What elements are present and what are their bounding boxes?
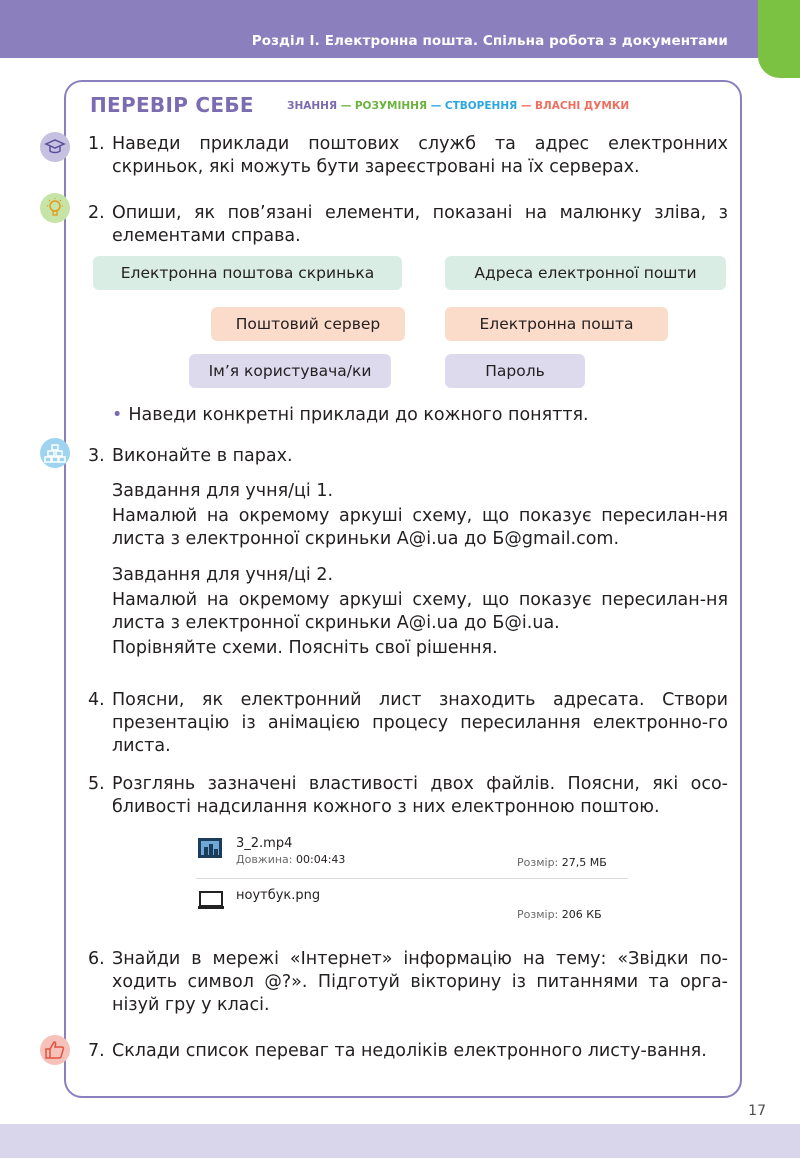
page-number: 17 <box>748 1103 766 1119</box>
task-1-title: Завдання для учня/ці 1. <box>112 481 334 501</box>
task-1-text: Намалюй на окремому аркуші схему, що показує пересилан-ня листа з електронної скриньки А@і.ua до Б@gmail.com. <box>112 506 728 549</box>
lightbulb-icon <box>40 193 70 223</box>
size-label: Розмір: <box>517 856 559 869</box>
concept-box-password: Пароль <box>445 354 585 388</box>
blocks-icon <box>40 438 70 468</box>
size-label: Розмір: <box>517 908 559 921</box>
chapter-tab <box>758 0 800 78</box>
concept-box-mail-server: Поштовий сервер <box>211 307 405 341</box>
bullet-text: Наведи конкретні приклади до кожного поняття. <box>128 405 589 425</box>
question-number: 4. <box>88 690 105 710</box>
question-text: Виконайте в парах. <box>112 446 293 466</box>
footer-band <box>0 1124 800 1158</box>
category-own-thoughts: ВЛАСНІ ДУМКИ <box>535 100 630 112</box>
question-text: Знайди в мережі «Інтернет» інформацію на тему: «Звідки по-ходить символ @?». Підготуй вікторину із питаннями та орга-нізуй гру у класі. <box>112 949 728 1015</box>
question-number: 7. <box>88 1041 105 1061</box>
file-size <box>517 908 602 921</box>
question-4 <box>88 689 728 758</box>
question-text: Розглянь зазначені властивості двох файлів. Поясни, які осо-бливості надсилання кожного з них електронною поштою. <box>112 774 728 817</box>
file-divider <box>196 878 628 879</box>
chapter-header <box>0 0 800 58</box>
image-file-icon <box>198 891 224 911</box>
question-number: 1. <box>88 134 105 154</box>
file-size <box>517 856 607 869</box>
question-text: Опиши, як пов’язані елементи, показані на малюнку зліва, з елементами справа. <box>112 203 728 246</box>
thumbs-up-icon <box>40 1035 70 1065</box>
question-number: 2. <box>88 203 105 223</box>
file-name: ноутбук.png <box>236 888 321 903</box>
concept-box-username: Ім’я користувача/ки <box>189 354 391 388</box>
task-2-text: Намалюй на окремому аркуші схему, що показує пересилан-ня листа з електронної скриньки А@і.ua до Б@і.ua. <box>112 590 728 633</box>
category-creation: СТВОРЕННЯ <box>444 100 518 112</box>
question-7 <box>88 1040 728 1063</box>
graduation-cap-icon <box>40 132 70 162</box>
size-value: 206 КБ <box>561 908 602 921</box>
category-separator: — <box>517 100 536 112</box>
question-number: 5. <box>88 774 105 794</box>
file-duration <box>236 853 345 866</box>
concept-box-email-address: Адреса електронної пошти <box>445 256 726 290</box>
category-separator: — <box>427 100 445 112</box>
concept-box-mailbox: Електронна поштова скринька <box>93 256 402 290</box>
question-number: 3. <box>88 446 105 466</box>
question-5 <box>88 773 728 819</box>
bullet-dot: • <box>112 405 123 425</box>
question-2 <box>88 202 728 248</box>
question-text: Склади список переваг та недоліків електронного листу-вання. <box>112 1041 707 1061</box>
category-understanding: РОЗУМІННЯ <box>354 100 428 112</box>
file-name: 3_2.mp4 <box>236 836 293 851</box>
bullet-item <box>112 405 589 425</box>
question-text: Поясни, як електронний лист знаходить адресата. Створи презентацію із анімацією процесу пересилання електронно-го листа. <box>112 690 728 756</box>
category-legend <box>287 100 629 112</box>
question-text: Наведи приклади поштових служб та адрес електронних скриньок, які можуть бути зареєстровані на їх серверах. <box>112 134 728 177</box>
task-2-title: Завдання для учня/ці 2. <box>112 565 334 585</box>
duration-value: 00:04:43 <box>296 853 346 866</box>
question-3 <box>88 445 728 660</box>
concept-box-email: Електронна пошта <box>445 307 668 341</box>
question-1 <box>88 133 728 179</box>
question-6 <box>88 948 728 1017</box>
size-value: 27,5 МБ <box>561 856 607 869</box>
section-title: ПЕРЕВІР СЕБЕ <box>90 93 254 117</box>
category-knowledge: ЗНАННЯ <box>287 100 338 112</box>
compare-text: Порівняйте схеми. Поясніть свої рішення. <box>112 638 498 658</box>
video-file-icon <box>198 838 222 858</box>
category-separator: — <box>337 100 355 112</box>
question-number: 6. <box>88 949 105 969</box>
duration-label: Довжина: <box>236 853 293 866</box>
chapter-title: Розділ І. Електронна пошта. Спільна робота з документами <box>251 33 728 49</box>
